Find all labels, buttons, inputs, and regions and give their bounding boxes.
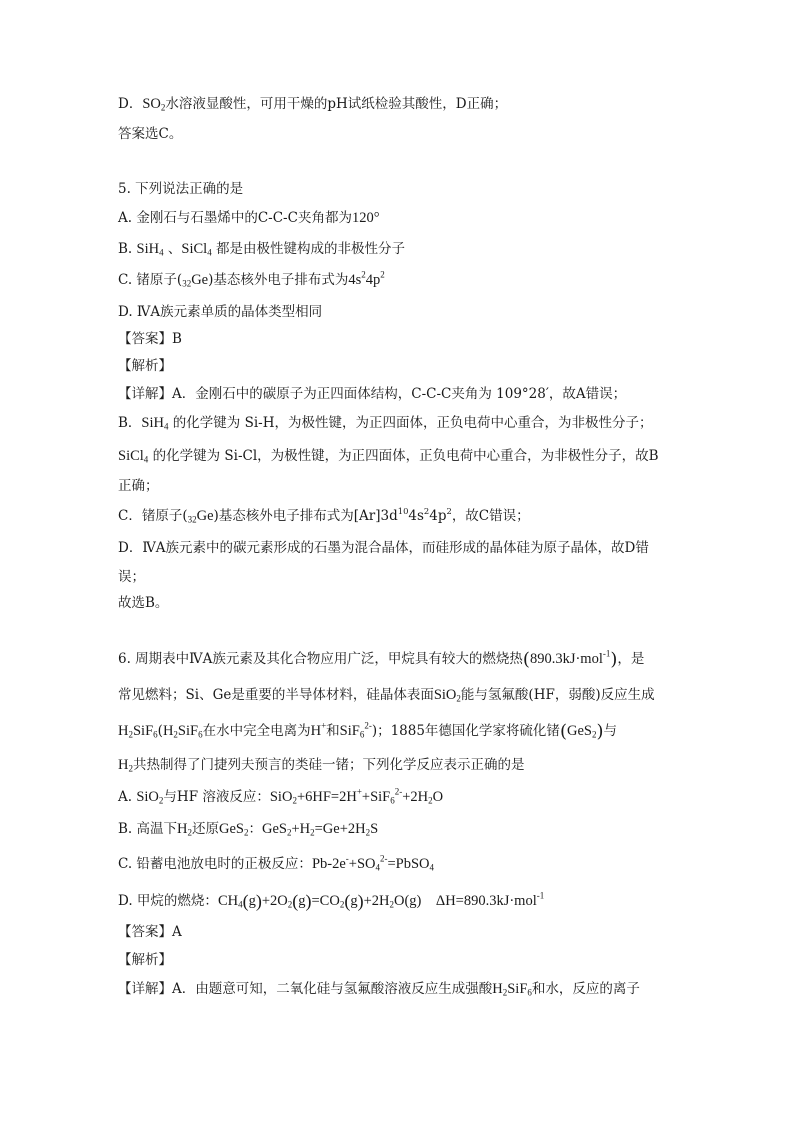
line-2: 答案选C。 <box>118 126 183 142</box>
q5-answer: 【答案】B <box>118 331 182 347</box>
q5-detail-b-3: 正确； <box>118 478 159 494</box>
q6-answer: 【答案】A <box>118 924 182 940</box>
q5-option-d: D. ⅣA族元素单质的晶体类型相同 <box>118 304 323 320</box>
question-6-stem-1: 6. 周期表中ⅣA族元素及其化合物应用广泛，甲烷具有较大的燃烧热(890.3kJ·mol$^{-1}$)，是 <box>118 648 645 670</box>
q6-detail-a: 【详解】A．由题意可知，二氧化硅与氢氟酸溶液反应生成强酸$H_2SiF_6$和水，反应的离子 <box>118 981 640 998</box>
q6-option-d: D. 甲烷的燃烧：$CH_4(g)+2O_2(g)=CO_2(g)+2H_2O(g)$ ΔH=890.3kJ·mol$^{-1}$ <box>118 890 545 911</box>
q5-detail-d-1: D．ⅣA族元素中的碳元素形成的石墨为混合晶体，而硅形成的晶体硅为原子晶体，故D错 <box>118 540 649 556</box>
q5-detail-c: C．锗原子$(_{32}Ge)$基态核外电子排布式为$[Ar]3d^{10}4s^24p^2$，故C错误； <box>118 506 530 525</box>
q6-analysis-heading: 【解析】 <box>118 952 172 968</box>
q5-option-b: B. SiH$_4$ 、SiCl$_4$ 都是由极性键构成的非极性分子 <box>118 241 405 258</box>
q6-option-c: C. 铅蓄电池放电时的正极反应：$Pb-2e^-+SO_4^{2-}=PbSO_4$ <box>118 853 435 873</box>
q5-option-c: C. 锗原子$(_{32}Ge)$基态核外电子排布式为$4s^24p^2$ <box>118 269 385 289</box>
q5-detail-b-2: SiCl$_4$ 的化学键为 Si-Cl，为极性键，为正四面体，正负电荷中心重合，为非极性分子，故B <box>118 448 659 465</box>
q5-detail-b-1: B．SiH$_4$ 的化学键为 Si-H，为极性键，为正四面体，正负电荷中心重合，为非极性分子； <box>118 415 653 432</box>
question-6-stem-4: $H_2$共热制得了门捷列夫预言的类硅一锗；下列化学反应表示正确的是 <box>118 757 525 774</box>
q5-option-a: A. 金刚石与石墨烯中的C-C-C夹角都为120° <box>118 210 380 226</box>
q5-analysis-heading: 【解析】 <box>118 358 172 374</box>
q5-detail-d-2: 误； <box>118 569 145 585</box>
question-6-stem-2: 常见燃料；Si、Ge是重要的半导体材料，硅晶体表面SiO$_2$能与氢氟酸(HF，弱酸)反应生成 <box>118 687 655 704</box>
q5-detail-a: 【详解】A．金刚石中的碳原子为正四面体结构，C-C-C夹角为 109°28′，故A错误； <box>118 386 627 402</box>
q6-option-b: B. 高温下$H_2$还原GeS$_2$：$GeS_2+H_2=Ge+2H_2S$ <box>118 821 379 838</box>
question-5-stem: 5. 下列说法正确的是 <box>118 181 244 197</box>
q5-conclusion: 故选B。 <box>118 595 169 611</box>
q6-option-a: A. SiO$_2$与HF 溶液反应：$SiO_2+6HF=2H^++SiF_6^{2-}+2H_2O$ <box>118 786 444 806</box>
question-6-stem-3: $H_2SiF_6(H_2SiF_6$在水中完全电离为H+和SiF$_6^{2-}$)；1885年德国化学家将硫化锗(GeS$_2$)与 <box>118 720 617 742</box>
line-1: D．$SO_2$水溶液显酸性，可用干燥的pH试纸检验其酸性，D正确； <box>118 96 508 113</box>
